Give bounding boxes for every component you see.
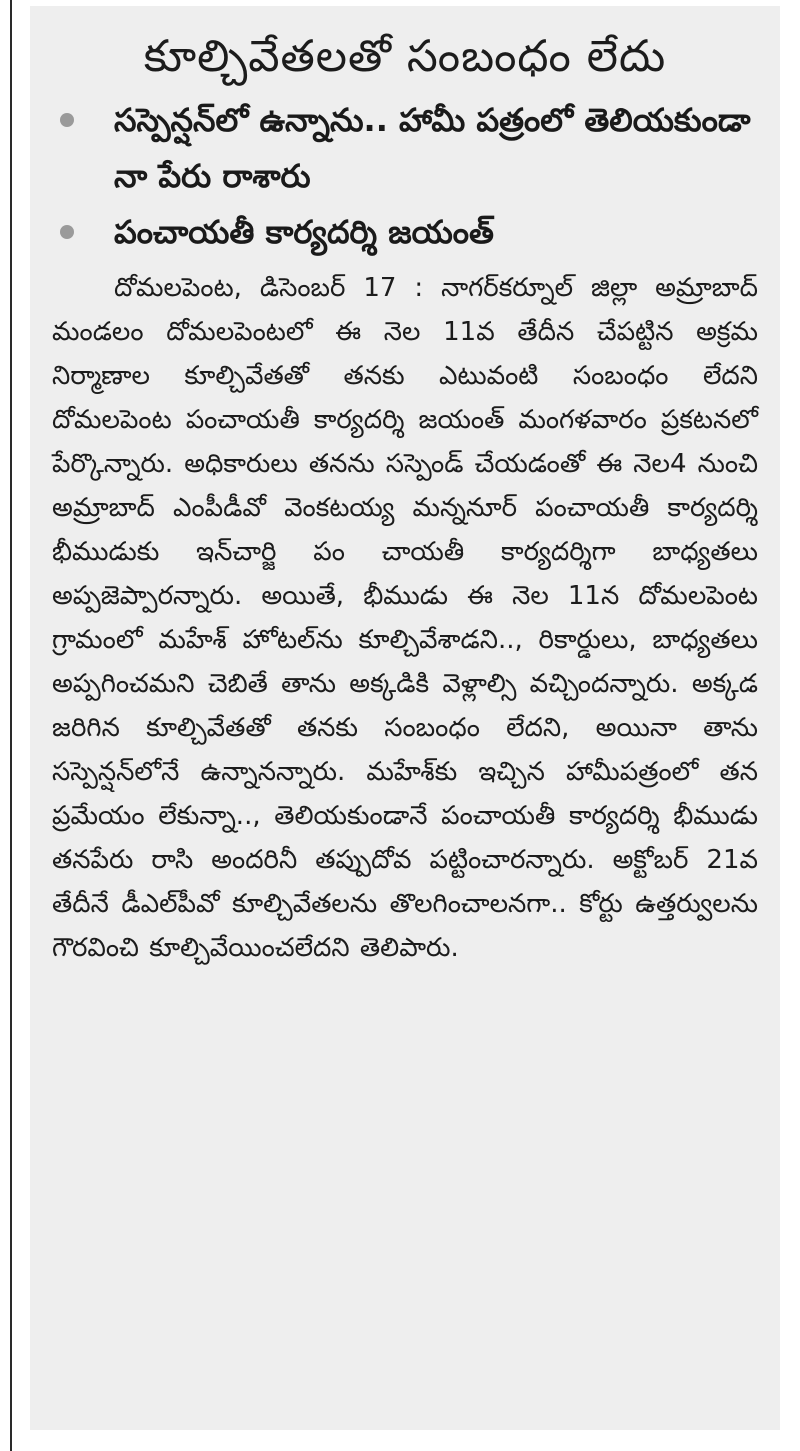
highlight-text: పంచాయతీ కార్యదర్శి జయంత్ [114,213,494,251]
highlight-text: సస్పెన్షన్‌లో ఉన్నాను.. హామీ పత్రంలో తెలియకుండా నా పేరు రాశారు [114,101,751,195]
bullet-dot-icon [60,225,74,239]
highlight-item [52,92,758,204]
article-headline: కూల్చివేతలతో సంబంధం లేదు [143,31,667,82]
highlight-item [52,204,758,260]
article-body: దోమలపెంట, డిసెంబర్ 17 : నాగర్‌కర్నూల్ జిల్లా అమ్రాబాద్ మండలం దోమలపెంటలో ఈ నెల 11వ తేదీన చేపట్టిన అక్రమ నిర్మాణాల కూల్చివేతతో తనకు ఎటువంటి సంబంధం లేదని దోమలపెంట పంచాయతీ కార్యదర్శి జయంత్ మంగళవారం ప్రకటనలో పేర్కొన్నారు. అధికారులు తనను సస్పెండ్ చేయడంతో ఈ నెల4 నుంచి అమ్రాబాద్ ఎంపీడీవో వెంకటయ్య మన్ననూర్ పంచాయతీ కార్యదర్శి భీముడుకు ఇన్‌చార్జి పం చాయతీ కార్యదర్శిగా బాధ్యతలు అప్పజెప్పారన్నారు. అయితే, భీముడు ఈ నెల 11న దోమలపెంట గ్రామంలో మహేశ్ హోటల్‌ను కూల్చివేశాడని.., రికార్డులు, బాధ్యతలు అప్పగించమని చెబితే తాను అక్కడికి వెళ్లాల్సి వచ్చిందన్నారు. అక్కడ జరిగిన కూల్చివేతతో తనకు సంబంధం లేదని, అయినా తాను సస్పెన్షన్‌లోనే ఉన్నానన్నారు. మహేశ్‌కు ఇచ్చిన హామీపత్రంలో తన ప్రమేయం లేకున్నా.., తెలియకుండానే పంచాయతీ కార్యదర్శి భీముడు తనపేరు రాసి అందరినీ తప్పుదోవ పట్టించారన్నారు. అక్టోబర్ 21వ తేదీనే డీఎల్‌పీవో కూల్చివేతలను తొలగించాలనగా.. కోర్టు ఉత్తర్వులను గౌరవించి కూల్చివేయించలేదని తెలిపారు. [52,273,758,963]
highlights-list [52,92,758,260]
bullet-dot-icon [60,113,74,127]
newspaper-clipping [30,6,780,1430]
column-rule [10,0,12,1451]
